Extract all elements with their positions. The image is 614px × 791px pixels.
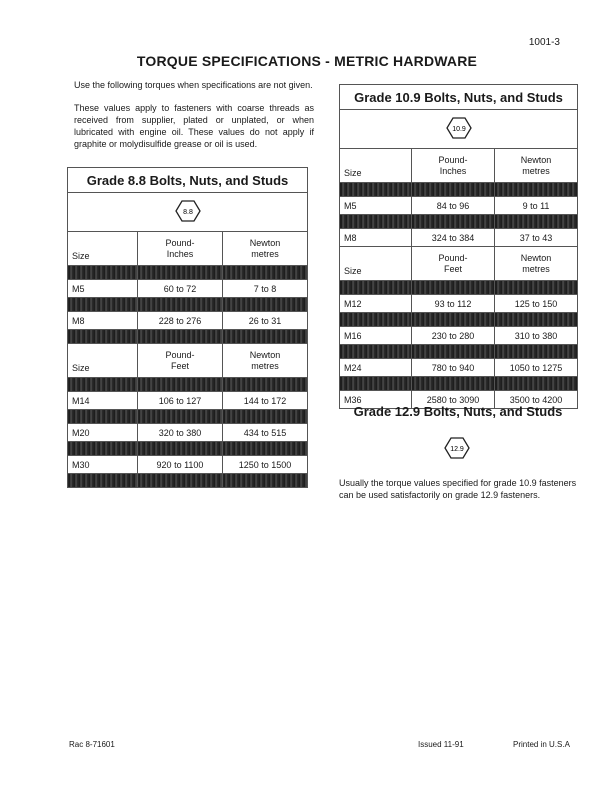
col-header-pound-feet <box>138 344 223 378</box>
hex-label: 10.9 <box>451 126 466 133</box>
col-header-text: Pound- Feet <box>165 349 195 371</box>
value-cell: 7 to 8 <box>223 280 308 298</box>
hex-bolt-icon <box>175 200 201 222</box>
value-cell: 434 to 515 <box>223 424 308 442</box>
size-cell: M8 <box>68 312 138 330</box>
size-cell: M30 <box>68 456 138 474</box>
shaded-bar <box>340 215 578 229</box>
col-header-newton-metres <box>223 232 308 266</box>
table-title: Grade 10.9 Bolts, Nuts, and Studs <box>340 85 578 110</box>
grade-12-9-note: Usually the torque values specified for grade 10.9 fasteners can be used satisfactorily on grade 12.9 fasteners. <box>339 478 577 500</box>
col-header-text: Newton metres <box>249 237 281 259</box>
value-cell: 9 to 11 <box>495 197 578 215</box>
hex-label: 12.9 <box>450 446 464 453</box>
table-title: Grade 8.8 Bolts, Nuts, and Studs <box>68 168 308 193</box>
table-row <box>340 295 578 313</box>
size-cell: M14 <box>68 392 138 410</box>
size-cell: M16 <box>340 327 412 345</box>
table-row <box>340 197 578 215</box>
size-cell: M24 <box>340 359 412 377</box>
value-cell: 106 to 127 <box>138 392 223 410</box>
col-header-size: Size <box>340 247 412 281</box>
grade-12-9-title: Grade 12.9 Bolts, Nuts, and Studs <box>353 404 563 419</box>
shaded-bar <box>68 330 308 344</box>
shaded-bar <box>68 442 308 456</box>
size-cell: M5 <box>340 197 412 215</box>
size-cell: M12 <box>340 295 412 313</box>
value-cell: 3500 to 4200 <box>495 391 578 409</box>
col-header-newton-metres <box>495 247 578 281</box>
table-row <box>340 229 578 247</box>
col-header-size: Size <box>340 149 412 183</box>
col-header-text: Pound- Inches <box>438 154 468 176</box>
value-cell: 26 to 31 <box>223 312 308 330</box>
value-cell: 1250 to 1500 <box>223 456 308 474</box>
value-cell: 37 to 43 <box>495 229 578 247</box>
size-cell: M36 <box>340 391 412 409</box>
shaded-bar <box>68 410 308 424</box>
footer-printed: Printed in U.S.A <box>513 740 570 749</box>
table-row <box>68 456 308 474</box>
hex-cell <box>68 193 308 232</box>
value-cell: 84 to 96 <box>412 197 495 215</box>
size-cell: M20 <box>68 424 138 442</box>
table-row <box>68 312 308 330</box>
col-header-newton-metres <box>223 344 308 378</box>
value-cell: 310 to 380 <box>495 327 578 345</box>
value-cell: 125 to 150 <box>495 295 578 313</box>
table-row <box>340 327 578 345</box>
col-header-pound-feet <box>412 247 495 281</box>
value-cell: 93 to 112 <box>412 295 495 313</box>
shaded-bar <box>340 313 578 327</box>
intro-line: Use the following torques when specifications are not given. <box>74 80 313 90</box>
col-header-text: Pound- Inches <box>165 237 195 259</box>
shaded-bar <box>340 345 578 359</box>
value-cell: 1050 to 1275 <box>495 359 578 377</box>
shaded-bar <box>68 474 308 488</box>
shaded-bar <box>68 266 308 280</box>
shaded-bar <box>340 281 578 295</box>
col-header-size: Size <box>68 232 138 266</box>
value-cell: 920 to 1100 <box>138 456 223 474</box>
shaded-bar <box>340 183 578 197</box>
shaded-bar <box>68 298 308 312</box>
size-cell: M8 <box>340 229 412 247</box>
hex-cell <box>340 110 578 149</box>
footer-issued: Issued 11-91 <box>418 740 464 749</box>
page-title: TORQUE SPECIFICATIONS - METRIC HARDWARE <box>136 53 478 69</box>
col-header-size: Size <box>68 344 138 378</box>
value-cell: 228 to 276 <box>138 312 223 330</box>
value-cell: 324 to 384 <box>412 229 495 247</box>
hex-wrap <box>444 437 470 464</box>
value-cell: 780 to 940 <box>412 359 495 377</box>
col-header-newton-metres <box>495 149 578 183</box>
hex-bolt-icon <box>444 437 470 459</box>
col-header-text: Newton metres <box>249 349 281 371</box>
col-header-pound-inches <box>138 232 223 266</box>
value-cell: 2580 to 3090 <box>412 391 495 409</box>
value-cell: 320 to 380 <box>138 424 223 442</box>
intro-paragraph: These values apply to fasteners with coarse threads as received from supplier, plated or unplated, or when lubricated with engine oil. These values do not apply if graphite or molydisulfide grease or oil is used. <box>74 103 314 149</box>
grade-10-9-table <box>339 84 578 409</box>
hex-bolt-icon <box>446 117 472 139</box>
size-cell: M5 <box>68 280 138 298</box>
table-row <box>68 392 308 410</box>
table-row <box>340 359 578 377</box>
table-row <box>68 280 308 298</box>
grade-8-8-table <box>67 167 308 488</box>
footer-doc-number: Rac 8-71601 <box>69 740 115 749</box>
col-header-pound-inches <box>412 149 495 183</box>
shaded-bar <box>340 377 578 391</box>
shaded-bar <box>68 378 308 392</box>
col-header-text: Newton metres <box>520 252 552 274</box>
value-cell: 230 to 280 <box>412 327 495 345</box>
table-row <box>68 424 308 442</box>
col-header-text: Pound- Feet <box>438 252 468 274</box>
col-header-text: Newton metres <box>520 154 552 176</box>
hex-label: 8.8 <box>182 209 193 216</box>
page-number: 1001-3 <box>528 37 560 48</box>
value-cell: 144 to 172 <box>223 392 308 410</box>
value-cell: 60 to 72 <box>138 280 223 298</box>
